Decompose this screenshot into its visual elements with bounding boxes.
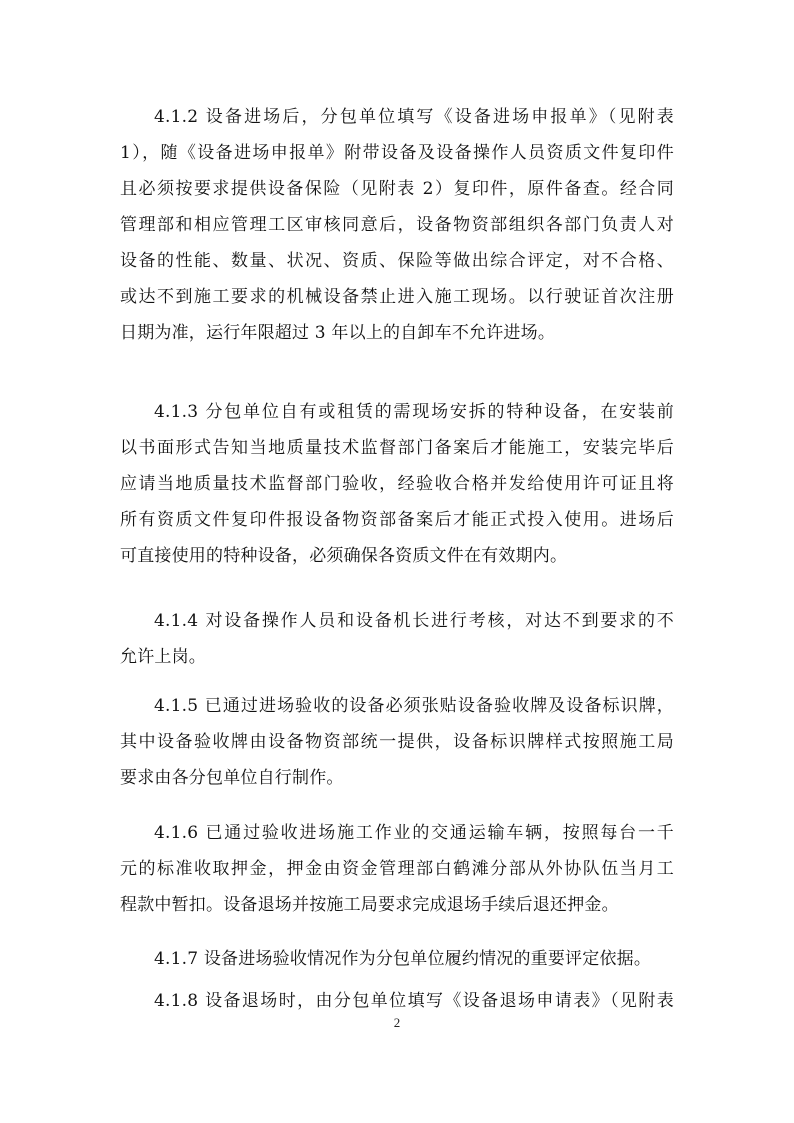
text-line: 管理部和相应管理工区审核同意后，设备物资部组织各部门负责人对: [120, 215, 674, 235]
text-line: 4.1.7 设备进场验收情况作为分包单位履约情况的重要评定依据。: [154, 949, 652, 969]
text-line: 元的标准收取押金，押金由资金管理部白鹤滩分部从外协队伍当月工: [120, 859, 674, 879]
text-line: 以书面形式告知当地质量技术监督部门备案后才能施工，安装完毕后: [120, 438, 674, 458]
paragraph-4-1-7: [120, 941, 674, 977]
text-line: 4.1.2 设备进场后，分包单位填写《设备进场申报单》（见附表: [154, 107, 674, 127]
paragraph-4-1-2: [120, 99, 674, 351]
page-number: 2: [393, 1015, 401, 1030]
text-line: 1），随《设备进场申报单》附带设备及设备操作人员资质文件复印件: [120, 143, 674, 163]
paragraph-4-1-3: [120, 394, 674, 574]
text-line: 且必须按要求提供设备保险（见附表 2）复印件，原件备查。经合同: [120, 179, 674, 199]
paragraph-4-1-8: [120, 983, 674, 1019]
text-line: 4.1.3 分包单位自有或租赁的需现场安拆的特种设备，在安装前: [154, 402, 674, 422]
paragraph-4-1-4: [120, 603, 674, 675]
text-line: 4.1.5 已通过进场验收的设备必须张贴设备验收牌及设备标识牌，: [154, 696, 674, 716]
text-line: 应请当地质量技术监督部门验收，经验收合格并发给使用许可证且将: [120, 474, 674, 494]
text-line: 4.1.4 对设备操作人员和设备机长进行考核，对达不到要求的不: [154, 611, 674, 631]
text-line: 4.1.6 已通过验收进场施工作业的交通运输车辆，按照每台一千: [154, 823, 674, 843]
paragraph-4-1-6: [120, 815, 674, 923]
text-line: 设备的性能、数量、状况、资质、保险等做出综合评定，对不合格、: [120, 251, 674, 271]
text-line: 其中设备验收牌由设备物资部统一提供，设备标识牌样式按照施工局: [120, 732, 674, 752]
paragraph-4-1-5: [120, 688, 674, 796]
text-line: 日期为准，运行年限超过 3 年以上的自卸车不允许进场。: [120, 323, 556, 343]
text-line: 或达不到施工要求的机械设备禁止进入施工现场。以行驶证首次注册: [120, 287, 674, 307]
text-line: 所有资质文件复印件报设备物资部备案后才能正式投入使用。进场后: [120, 510, 674, 530]
text-line: 要求由各分包单位自行制作。: [120, 768, 344, 788]
text-line: 4.1.8 设备退场时，由分包单位填写《设备退场申请表》（见附表: [154, 991, 674, 1011]
text-line: 可直接使用的特种设备，必须确保各资质文件在有效期内。: [120, 546, 568, 566]
text-line: 程款中暂扣。设备退场并按施工局要求完成退场手续后退还押金。: [120, 895, 619, 915]
text-line: 允许上岗。: [120, 647, 206, 667]
